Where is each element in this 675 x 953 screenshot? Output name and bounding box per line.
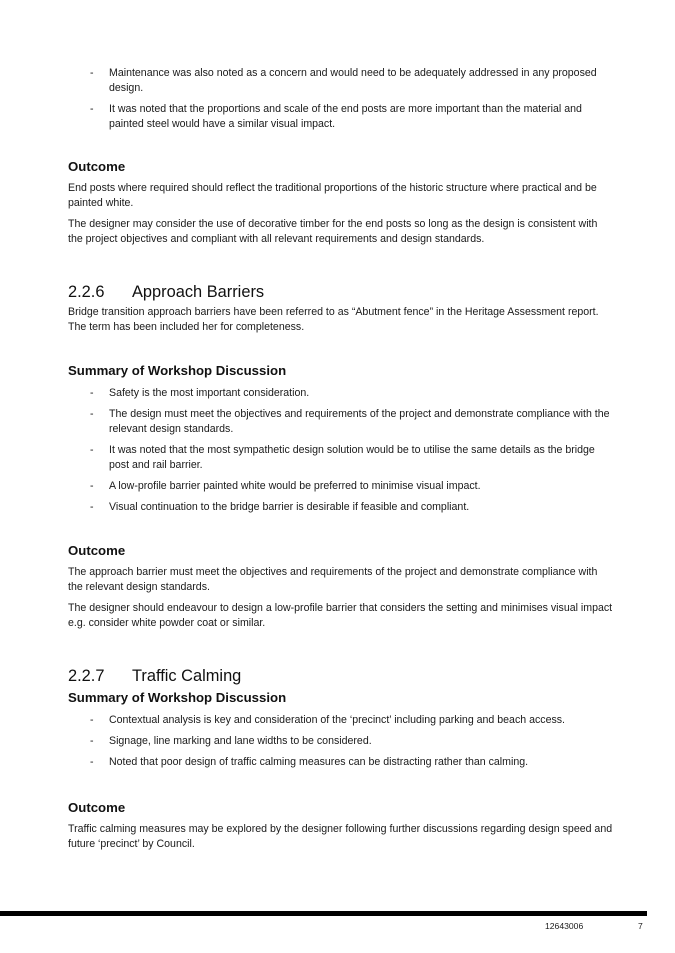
outcome-paragraph: The designer may consider the use of decorative timber for the end posts so long as the design is consistent with the project objectives and compliant with all relevant requirements and design standards. xyxy=(68,218,598,245)
outcome-section xyxy=(68,159,613,247)
dash-bullet: - xyxy=(90,480,94,492)
dash-bullet: - xyxy=(90,67,94,79)
section-heading xyxy=(68,666,613,686)
dash-bullet: - xyxy=(90,501,94,513)
list-item: - Signage, line marking and lane widths to be considered. xyxy=(90,735,372,747)
section-title: Traffic Calming xyxy=(132,667,242,685)
list-item: - Safety is the most important consideration. xyxy=(90,387,310,399)
footer-document-number: 12643006 xyxy=(545,921,584,931)
dash-bullet: - xyxy=(90,444,94,456)
continued-bullet-list xyxy=(68,66,613,132)
outcome-heading: Outcome xyxy=(68,800,126,815)
outcome-paragraph: End posts where required should reflect the traditional proportions of the historic structure where practical and be painted white. xyxy=(68,182,597,209)
outcome-heading: Outcome xyxy=(68,543,126,558)
dash-bullet: - xyxy=(90,735,94,747)
list-item: - Noted that poor design of traffic calming measures can be distracting rather than calming. xyxy=(90,756,529,768)
dash-bullet: - xyxy=(90,714,94,726)
list-item: - Maintenance was also noted as a concern and would need to be adequately addressed in any proposed design. xyxy=(90,67,597,94)
list-item: - Contextual analysis is key and consideration of the ‘precinct’ including parking and beach access. xyxy=(90,714,565,726)
section-2-2-6 xyxy=(68,282,613,335)
list-item: - Visual continuation to the bridge barrier is desirable if feasible and compliant. xyxy=(90,501,470,513)
outcome-paragraph: The approach barrier must meet the objectives and requirements of the project and demonstrate compliance with the relevant design standards. xyxy=(68,566,598,593)
section-2-2-7 xyxy=(68,666,613,770)
dash-bullet: - xyxy=(90,103,94,115)
summary-workshop-discussion xyxy=(68,363,613,515)
outcome-heading: Outcome xyxy=(68,159,126,174)
footer-rule xyxy=(0,911,647,916)
outcome-paragraph: The designer should endeavour to design a low-profile barrier that considers the setting and minimises visual impact e.g. consider white powder coat or similar. xyxy=(68,602,613,629)
section-title: Approach Barriers xyxy=(132,283,265,301)
summary-heading: Summary of Workshop Discussion xyxy=(68,690,287,705)
outcome-section xyxy=(68,800,613,852)
section-number: 2.2.7 xyxy=(68,667,105,685)
dash-bullet: - xyxy=(90,408,94,420)
list-item: - A low-profile barrier painted white would be preferred to minimise visual impact. xyxy=(90,480,481,492)
dash-bullet: - xyxy=(90,387,94,399)
section-intro: Bridge transition approach barriers have been referred to as “Abutment fence” in the Heritage Assessment report. The term has been included her for completeness. xyxy=(68,306,599,333)
dash-bullet: - xyxy=(90,756,94,768)
outcome-paragraph: Traffic calming measures may be explored by the designer following further discussions regarding design speed and future ‘precinct’ by Council. xyxy=(68,823,613,850)
list-item: - It was noted that the most sympathetic design solution would be to utilise the same details as the bridge post and rail barrier. xyxy=(90,444,595,471)
section-heading xyxy=(68,282,613,302)
list-item: - It was noted that the proportions and scale of the end posts are more important than the material and painted steel would have a similar visual impact. xyxy=(90,103,582,130)
list-item: - The design must meet the objectives and requirements of the project and demonstrate compliance with the relevant design standards. xyxy=(90,408,610,435)
section-number: 2.2.6 xyxy=(68,283,105,301)
summary-heading: Summary of Workshop Discussion xyxy=(68,363,287,378)
outcome-section xyxy=(68,543,613,631)
footer-page-number: 7 xyxy=(638,921,643,931)
